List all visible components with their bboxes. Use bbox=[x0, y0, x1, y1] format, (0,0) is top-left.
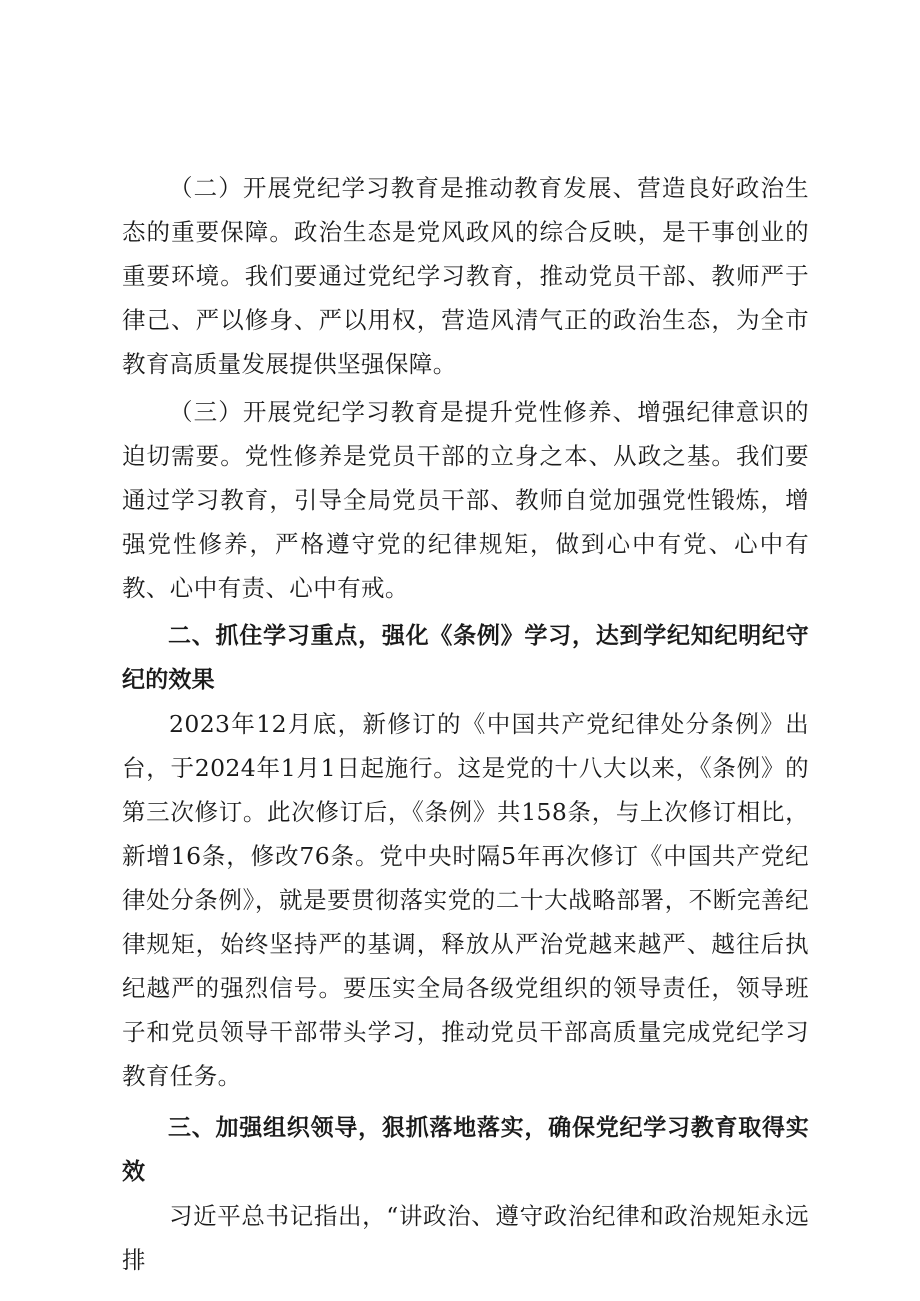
paragraph-section-3: （三）开展党纪学习教育是提升党性修养、增强纪律意识的迫切需要。党性修养是党员干部的立身之本、从政之基。我们要通过学习教育，引导全局党员干部、教师自觉加强党性锻炼，增强党性修养，严格遵守党的纪律规矩，做到心中有党、心中有教、心中有责、心中有戒。 bbox=[122, 398, 809, 602]
heading-part-2: 二、抓住学习重点，强化《条例》学习，达到学纪知纪明纪守纪的效果 bbox=[122, 623, 809, 693]
heading-part-3: 三、加强组织领导，狠抓落地落实，确保党纪学习教育取得实效 bbox=[122, 1115, 809, 1185]
document-body bbox=[122, 166, 809, 1282]
paragraph-part-2: 2023年12月底，新修订的《中国共产党纪律处分条例》出台，于2024年1月1日起施行。这是党的十八大以来，《条例》的第三次修订。此次修订后，《条例》共158条，与上次修订相比，新增16条，修改76条。党中央时隔5年再次修订《中国共产党纪律处分条例》，就是要贯彻落实党的二十大战略部署，不断完善纪律规矩，始终坚持严的基调，释放从严治党越来越严、越往后执纪越严的强烈信号。要压实全局各级党组织的领导责任，领导班子和党员领导干部带头学习，推动党员干部高质量完成党纪学习教育任务。 bbox=[122, 710, 809, 1090]
paragraph-section-2: （二）开展党纪学习教育是推动教育发展、营造良好政治生态的重要保障。政治生态是党风政风的综合反映，是干事创业的重要环境。我们要通过党纪学习教育，推动党员干部、教师严于律己、严以修身、严以用权，营造风清气正的政治生态，为全市教育高质量发展提供坚强保障。 bbox=[122, 174, 809, 378]
paragraph-part-3: 习近平总书记指出，“讲政治、遵守政治纪律和政治规矩永远排 bbox=[122, 1202, 809, 1274]
